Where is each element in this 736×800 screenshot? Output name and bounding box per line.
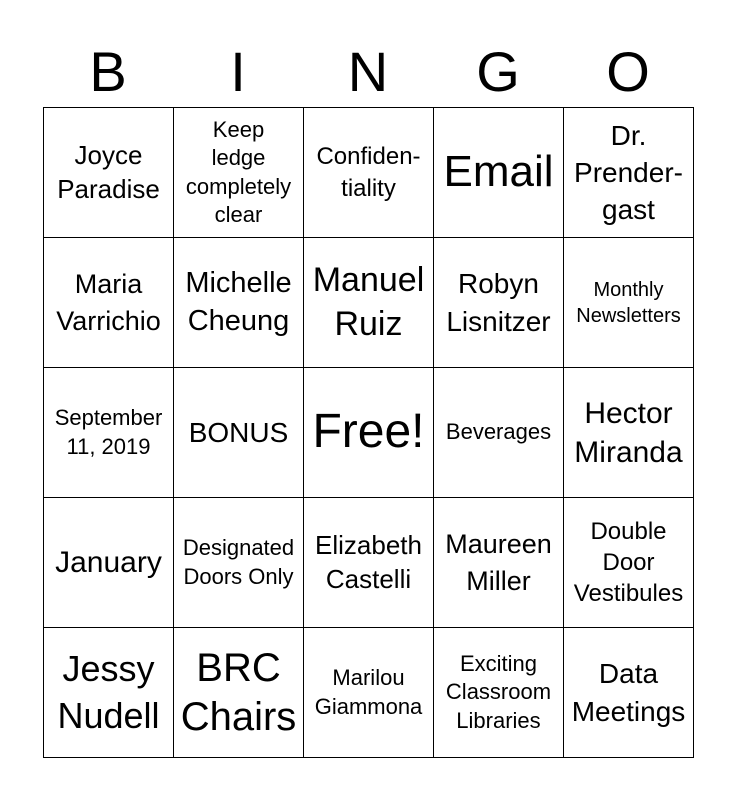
header-letter-n: N [347, 40, 389, 103]
cell-text: Beverages [445, 419, 552, 445]
bingo-cell[interactable] [174, 108, 304, 238]
cell-text: BRC Chairs [180, 645, 297, 739]
bingo-cell[interactable] [304, 108, 434, 238]
bingo-cell[interactable] [304, 238, 434, 368]
cell-text: Keep ledge completely clear [185, 117, 292, 227]
cell-text: Data Meetings [571, 658, 686, 727]
bingo-cell[interactable] [44, 238, 174, 368]
cell-text: Marilou Giammona [314, 665, 423, 719]
bingo-cell[interactable] [564, 498, 694, 628]
cell-text: Monthly Newsletters [576, 278, 681, 327]
cell-text: Email [443, 147, 554, 197]
header-letter-b: B [89, 40, 127, 103]
bingo-cell[interactable] [174, 368, 304, 498]
bingo-cell[interactable] [434, 238, 564, 368]
bingo-cell[interactable] [434, 368, 564, 498]
bingo-cell[interactable] [44, 108, 174, 238]
cell-text: January [55, 546, 162, 579]
cell-text: Free! [312, 405, 425, 459]
header-letter-g: G [476, 40, 520, 103]
bingo-cell[interactable] [564, 368, 694, 498]
cell-text: Jessy Nudell [57, 647, 160, 736]
cell-text: BONUS [188, 416, 289, 448]
bingo-cell[interactable] [174, 628, 304, 758]
cell-text: Michelle Cheung [185, 266, 292, 337]
bingo-cell[interactable] [564, 238, 694, 368]
bingo-cell[interactable] [304, 498, 434, 628]
cell-text: Robyn Lisnitzer [446, 268, 551, 337]
cell-text: Exciting Classroom Libraries [445, 651, 552, 733]
cell-text: Confiden- tiality [316, 143, 421, 202]
bingo-cell[interactable] [434, 628, 564, 758]
bingo-header [43, 40, 693, 104]
cell-text: Maureen Miller [445, 529, 552, 596]
bingo-board [43, 107, 694, 758]
bingo-cell[interactable] [44, 368, 174, 498]
cell-text: Designated Doors Only [182, 535, 295, 589]
cell-text: Maria Varrichio [56, 269, 161, 336]
bingo-cell[interactable] [564, 108, 694, 238]
cell-text: Dr. Prender- gast [574, 119, 683, 226]
cell-text: Double Door Vestibules [573, 517, 684, 608]
cell-text: Hector Miranda [574, 396, 683, 469]
bingo-cell[interactable] [174, 238, 304, 368]
bingo-cell[interactable] [434, 108, 564, 238]
bingo-cell[interactable] [44, 628, 174, 758]
header-letter-i: I [230, 40, 246, 103]
header-letter-o: O [606, 40, 650, 103]
bingo-cell[interactable] [564, 628, 694, 758]
bingo-cell[interactable] [434, 498, 564, 628]
cell-text: Elizabeth Castelli [315, 529, 422, 594]
bingo-cell[interactable] [44, 498, 174, 628]
bingo-cell[interactable] [174, 498, 304, 628]
cell-text: Manuel Ruiz [312, 260, 425, 343]
cell-text: Joyce Paradise [57, 139, 160, 204]
bingo-cell[interactable] [304, 368, 434, 498]
bingo-cell[interactable] [304, 628, 434, 758]
cell-text: September 11, 2019 [54, 405, 163, 459]
